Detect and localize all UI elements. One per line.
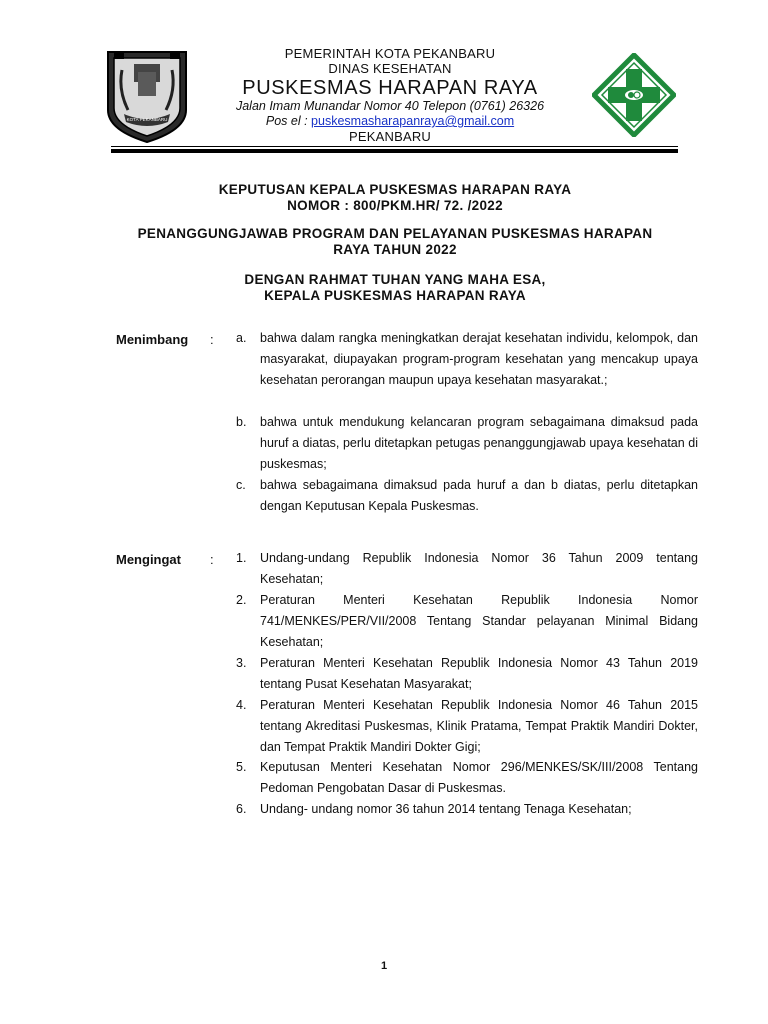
- list-item: [236, 757, 698, 799]
- list-item: [236, 799, 698, 820]
- list-item-text: Undang-undang Republik Indonesia Nomor 36 Tahun 2009 tentang Kesehatan;: [260, 551, 698, 586]
- list-item: [236, 548, 698, 590]
- list-marker: c.: [236, 478, 246, 492]
- decree-subject: [100, 226, 690, 258]
- decree-number: NOMOR : 800/PKM.HR/ 72. /2022: [287, 198, 503, 213]
- preamble-line1: DENGAN RAHMAT TUHAN YANG MAHA ESA,: [244, 272, 546, 287]
- list-item: [236, 475, 698, 517]
- list-item-text: bahwa sebagaimana dimaksud pada huruf a dan b diatas, perlu ditetapkan dengan Keputusan Kepala Puskesmas.: [260, 478, 698, 513]
- puskesmas-cross-icon: [592, 53, 676, 137]
- mengingat-label: Mengingat: [116, 552, 181, 567]
- department-name: DINAS KESEHATAN: [328, 61, 452, 76]
- city-emblem-icon: [106, 50, 188, 144]
- header-rule-thick: [111, 149, 678, 153]
- header-rule-thin: [111, 146, 678, 147]
- email-label: Pos el :: [265, 114, 312, 128]
- institution-title: PUSKESMAS HARAPAN RAYA: [242, 77, 538, 99]
- list-item-text: bahwa dalam rangka meningkatkan derajat kesehatan individu, kelompok, dan masyarakat, diupayakan program-program kesehatan yang mencakup upaya kesehatan perorangan maupun upaya kesehatan masyarakat.;: [260, 331, 698, 387]
- list-item-text: Peraturan Menteri Kesehatan Republik Indonesia Nomor 46 Tahun 2015 tentang Akreditasi Puskesmas, Klinik Pratama, Tempat Praktik Mandiri Dokter, dan Tempat Praktik Mandiri Dokter Gigi;: [260, 698, 698, 754]
- city-name: PEKANBARU: [349, 129, 431, 144]
- decree-preamble: [100, 272, 690, 304]
- list-item: [236, 653, 698, 695]
- government-name: PEMERINTAH KOTA PEKANBARU: [284, 46, 496, 61]
- decree-subject-line1: PENANGGUNGJAWAB PROGRAM DAN PELAYANAN PUSKESMAS HARAPAN: [137, 226, 653, 241]
- list-marker: 6.: [236, 802, 247, 816]
- list-item: [236, 328, 698, 391]
- letterhead: [190, 46, 590, 144]
- emblem-ribbon-text: KOTA PEKANBARU: [126, 117, 168, 122]
- list-marker: 3.: [236, 656, 247, 670]
- list-item: [236, 590, 698, 653]
- list-marker: 5.: [236, 760, 247, 774]
- preamble-line2: KEPALA PUSKESMAS HARAPAN RAYA: [264, 288, 526, 303]
- mengingat-colon: :: [210, 552, 214, 567]
- list-item-text: Peraturan Menteri Kesehatan Republik Indonesia Nomor 741/MENKES/PER/VII/2008 Tentang Standar pelayanan Minimal Bidang Kesehatan;: [260, 593, 698, 649]
- list-item-text: Peraturan Menteri Kesehatan Republik Indonesia Nomor 43 Tahun 2019 tentang Pusat Kesehatan Masyarakat;: [260, 656, 698, 691]
- list-marker: a.: [236, 331, 247, 345]
- address: Jalan Imam Munandar Nomor 40 Telepon (0761) 26326: [235, 99, 545, 113]
- list-marker: b.: [236, 415, 247, 429]
- list-item-text: Keputusan Menteri Kesehatan Nomor 296/MENKES/SK/III/2008 Tentang Pedoman Pengobatan Dasar di Puskesmas.: [260, 760, 698, 795]
- list-item: [236, 695, 698, 758]
- decree-heading: [100, 182, 690, 214]
- list-marker: 4.: [236, 698, 247, 712]
- list-marker: 2.: [236, 593, 247, 607]
- list-item-text: bahwa untuk mendukung kelancaran program sebagaimana dimaksud pada huruf a diatas, perlu ditetapkan petugas penanggungjawab upaya kesehatan di puskesmas;: [260, 415, 698, 471]
- menimbang-label: Menimbang: [116, 332, 189, 347]
- email-line: [190, 114, 590, 129]
- menimbang-colon: :: [210, 332, 214, 347]
- email-link[interactable]: puskesmasharapanraya@gmail.com: [311, 114, 515, 128]
- list-marker: 1.: [236, 551, 247, 565]
- list-item-text: Undang- undang nomor 36 tahun 2014 tentang Tenaga Kesehatan;: [260, 802, 632, 816]
- decree-title: KEPUTUSAN KEPALA PUSKESMAS HARAPAN RAYA: [218, 182, 572, 197]
- list-item: [236, 412, 698, 475]
- decree-subject-line2: RAYA TAHUN 2022: [333, 242, 457, 257]
- page-number: 1: [380, 960, 388, 972]
